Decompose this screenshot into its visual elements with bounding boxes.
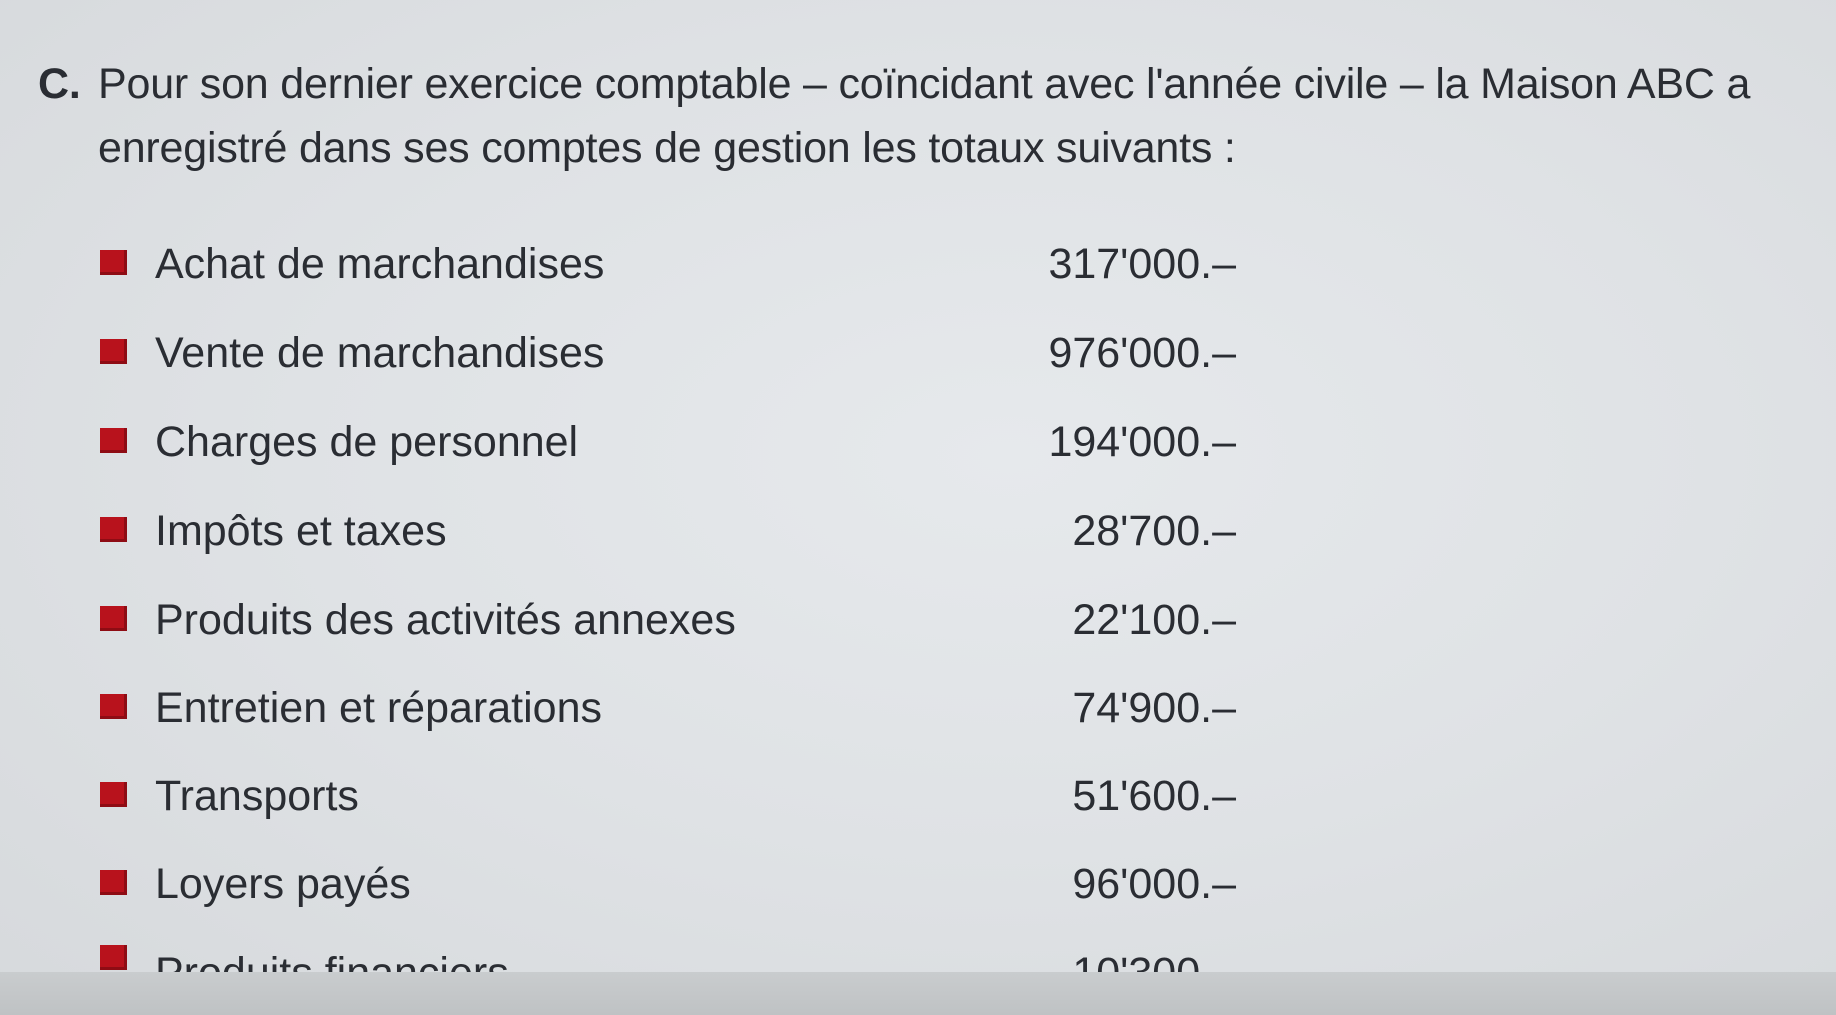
bottom-edge-strip xyxy=(0,972,1836,1015)
square-bullet-icon xyxy=(100,428,127,453)
statement-line-1: Pour son dernier exercice comptable – coïncidant avec l'année civile – la Maison ABC a xyxy=(98,60,1751,108)
list-item xyxy=(0,414,1300,474)
list-item xyxy=(0,768,1300,828)
account-amount: 28'700.– xyxy=(1072,507,1236,555)
list-item-cut-off xyxy=(0,945,1300,972)
square-bullet-icon xyxy=(100,339,127,364)
square-bullet-icon xyxy=(100,870,127,895)
account-label: Loyers payés xyxy=(155,860,411,908)
statement-line-2: enregistré dans ses comptes de gestion les totaux suivants : xyxy=(98,124,1236,172)
account-amount: 74'900.– xyxy=(1072,684,1236,732)
account-label: Produits des activités annexes xyxy=(155,596,736,644)
square-bullet-icon xyxy=(100,694,127,719)
account-amount: 22'100.– xyxy=(1072,596,1236,644)
account-amount: 194'000.– xyxy=(1048,418,1236,466)
list-item xyxy=(0,236,1300,296)
exercise-letter: C. xyxy=(38,60,81,108)
square-bullet-icon xyxy=(100,606,127,631)
account-label: Charges de personnel xyxy=(155,418,579,466)
list-item xyxy=(0,592,1300,652)
account-amount: 51'600.– xyxy=(1072,772,1236,820)
account-label: Impôts et taxes xyxy=(155,507,447,555)
account-label: Vente de marchandises xyxy=(155,329,605,377)
square-bullet-icon xyxy=(100,782,127,807)
account-label: Entretien et réparations xyxy=(155,684,602,732)
list-item xyxy=(0,503,1300,563)
account-amount: 317'000.– xyxy=(1048,240,1236,288)
account-amount: 976'000.– xyxy=(1048,329,1236,377)
list-item xyxy=(0,856,1300,916)
square-bullet-icon xyxy=(100,945,127,970)
square-bullet-icon xyxy=(100,517,127,542)
exercise-statement xyxy=(38,52,1798,180)
square-bullet-icon xyxy=(100,250,127,275)
list-item xyxy=(0,680,1300,740)
account-amount: 96'000.– xyxy=(1072,860,1236,908)
list-item xyxy=(0,325,1300,385)
account-label: Achat de marchandises xyxy=(155,240,605,288)
account-label: Transports xyxy=(155,772,359,820)
